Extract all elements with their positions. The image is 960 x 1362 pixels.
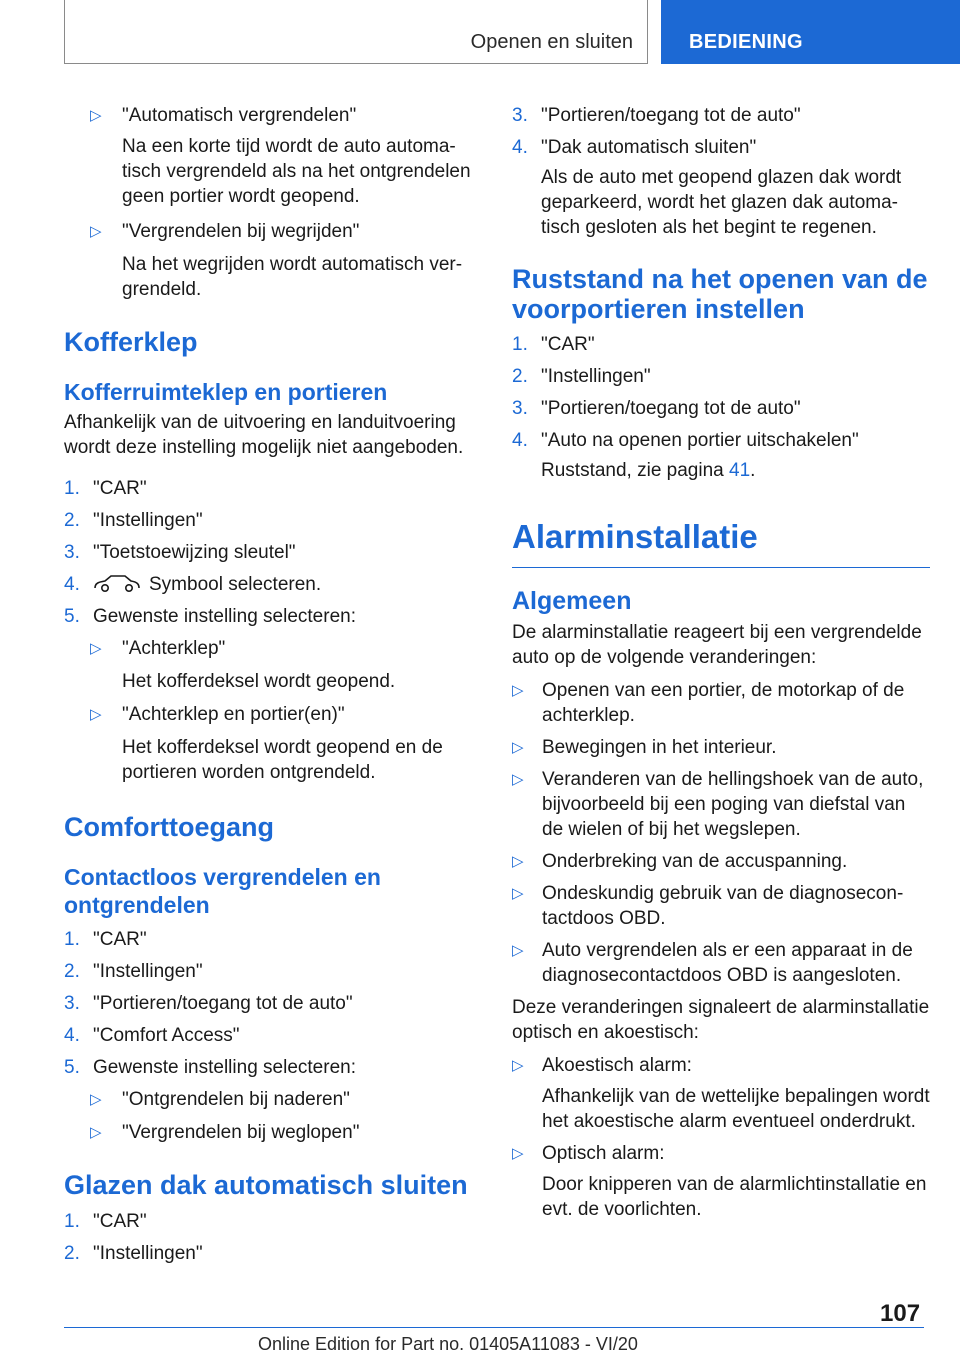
triangle-bullet-icon: ▷ bbox=[90, 1091, 102, 1108]
bullet-desc: Het kofferdeksel wordt geopend. bbox=[122, 671, 396, 692]
page-reference-link[interactable]: 41 bbox=[729, 460, 751, 481]
bullet-label: "Automatisch vergrendelen" bbox=[122, 105, 357, 126]
intro-text: De alarminstallatie reageert bij een vergrendelde auto op de volgende veranderingen: bbox=[512, 622, 922, 668]
numbered-step: 4. Symbool selecteren. bbox=[64, 574, 322, 595]
numbered-step: 1. "CAR" bbox=[64, 929, 147, 950]
numbered-step: 1. "CAR" bbox=[64, 478, 147, 499]
bullet-item: ▷ Bewegingen in het interieur. bbox=[512, 737, 777, 758]
triangle-bullet-icon: ▷ bbox=[90, 223, 102, 240]
numbered-step: 3. "Portieren/toegang tot de auto" bbox=[64, 993, 353, 1014]
bullet-item: ▷ Openen van een portier, de motorkap of de achterklep. bbox=[512, 680, 905, 726]
triangle-bullet-icon: ▷ bbox=[512, 853, 524, 870]
numbered-step: 4. "Comfort Access" bbox=[64, 1025, 240, 1046]
edition-text: Online Edition for Part no. 01405A11083 - VI/20 bbox=[258, 1334, 638, 1354]
bullet-label: "Vergrendelen bij wegrijden" bbox=[122, 221, 360, 242]
triangle-bullet-icon: ▷ bbox=[512, 739, 524, 756]
triangle-bullet-icon: ▷ bbox=[512, 942, 524, 959]
bullet-desc: Na het wegrijden wordt automatisch vergrendeld. bbox=[122, 254, 463, 300]
numbered-step: 1. "CAR" bbox=[512, 334, 595, 355]
triangle-bullet-icon: ▷ bbox=[512, 771, 524, 788]
bullet-item: ▷ "Ontgrendelen bij naderen" bbox=[90, 1089, 350, 1110]
step-desc: Ruststand, zie pagina 41. bbox=[541, 460, 756, 481]
page-number: 107 bbox=[880, 1300, 921, 1327]
triangle-bullet-icon: ▷ bbox=[512, 1057, 524, 1074]
car-icon bbox=[93, 573, 141, 593]
bullet-item bbox=[64, 103, 476, 128]
chapter-tab[interactable] bbox=[661, 0, 960, 64]
triangle-bullet-icon: ▷ bbox=[512, 885, 524, 902]
subheading-kofferruimteklep: Kofferruimteklep en portieren bbox=[64, 379, 388, 405]
numbered-step: 3. "Portieren/toegang tot de auto" bbox=[512, 398, 801, 419]
bullet-desc: Na een korte tijd wordt de auto automatisch vergrendeld als na het ontgrendelen geen portier wordt geopend. bbox=[122, 136, 471, 207]
subheading-contactloos: Contactloos vergrendelen en ontgrendelen bbox=[64, 864, 381, 918]
bullet-item: ▷ Optisch alarm: bbox=[512, 1143, 665, 1164]
numbered-step: 1. "CAR" bbox=[64, 1211, 147, 1232]
triangle-bullet-icon: ▷ bbox=[90, 640, 102, 657]
heading-kofferklep: Kofferklep bbox=[64, 327, 198, 357]
numbered-step: 2. "Instellingen" bbox=[64, 1243, 203, 1264]
numbered-step: 4. "Auto na openen portier uitschakelen" bbox=[512, 430, 859, 451]
bullet-desc: Het kofferdeksel wordt geopend en de portieren worden ontgrendeld. bbox=[122, 737, 443, 783]
footer-rule bbox=[64, 1327, 924, 1328]
chapter-tab-label: BEDIENING bbox=[689, 31, 803, 53]
bullet-item: ▷ Auto vergrendelen als er een apparaat in de diagnosecontactdoos OBD is aangesloten. bbox=[512, 940, 913, 986]
subheading-algemeen: Algemeen bbox=[512, 587, 632, 615]
numbered-step: 5. Gewenste instelling selecteren: bbox=[64, 1057, 356, 1078]
left-column bbox=[64, 103, 476, 1273]
bullet-item: ▷ "Achterklep" bbox=[90, 638, 226, 659]
triangle-bullet-icon: ▷ bbox=[90, 706, 102, 723]
triangle-bullet-icon: ▷ bbox=[90, 107, 102, 124]
numbered-step: 5. Gewenste instelling selecteren: bbox=[64, 606, 356, 627]
heading-glazen-dak: Glazen dak automatisch sluiten bbox=[64, 1170, 468, 1200]
bullet-item: ▷ Ondeskundig gebruik van de diagnosecontactdoos OBD. bbox=[512, 883, 904, 929]
header-frame bbox=[64, 0, 648, 64]
step-desc: Als de auto met geopend glazen dak wordt geparkeerd, wordt het glazen dak automatisch gesloten als het begint te regenen. bbox=[541, 167, 902, 238]
bullet-item: ▷ Onderbreking van de accuspanning. bbox=[512, 851, 848, 872]
numbered-step: 2. "Instellingen" bbox=[64, 961, 203, 982]
signal-text: Deze veranderingen signaleert de alarminstallatie optisch en akoestisch: bbox=[512, 997, 930, 1043]
section-title: Openen en sluiten bbox=[470, 31, 633, 53]
heading-ruststand: Ruststand na het openen van de voorportieren instellen bbox=[512, 264, 928, 324]
heading-alarminstallatie: Alarminstallatie bbox=[512, 517, 930, 568]
numbered-step: 3. "Portieren/toegang tot de auto" bbox=[512, 105, 801, 126]
intro-text: Afhankelijk van de uitvoering en landuitvoering wordt deze instelling mogelijk niet aangeboden. bbox=[64, 412, 464, 458]
numbered-step: 3. "Toetstoewijzing sleutel" bbox=[64, 542, 296, 563]
bullet-desc: Afhankelijk van de wettelijke bepalingen wordt het akoestische alarm eventueel onderdrukt. bbox=[542, 1086, 930, 1132]
bullet-item bbox=[64, 219, 476, 244]
triangle-bullet-icon: ▷ bbox=[512, 682, 524, 699]
triangle-bullet-icon: ▷ bbox=[512, 1145, 524, 1162]
right-column bbox=[512, 103, 930, 1222]
bullet-item: ▷ "Achterklep en portier(en)" bbox=[90, 704, 345, 725]
bullet-item: ▷ "Vergrendelen bij weglopen" bbox=[90, 1122, 360, 1143]
triangle-bullet-icon: ▷ bbox=[90, 1124, 102, 1141]
numbered-step: 4. "Dak automatisch sluiten" bbox=[512, 137, 757, 158]
bullet-item: ▷ Veranderen van de hellingshoek van de auto, bijvoorbeeld bij een poging van diefstal van de wielen of bij het wegslepen. bbox=[512, 769, 924, 840]
bullet-item: ▷ Akoestisch alarm: bbox=[512, 1055, 692, 1076]
numbered-step: 2. "Instellingen" bbox=[64, 510, 203, 531]
bullet-desc: Door knipperen van de alarmlichtinstallatie en evt. de voorlichten. bbox=[542, 1174, 927, 1220]
numbered-step: 2. "Instellingen" bbox=[512, 366, 651, 387]
heading-comforttoegang: Comforttoegang bbox=[64, 812, 274, 842]
